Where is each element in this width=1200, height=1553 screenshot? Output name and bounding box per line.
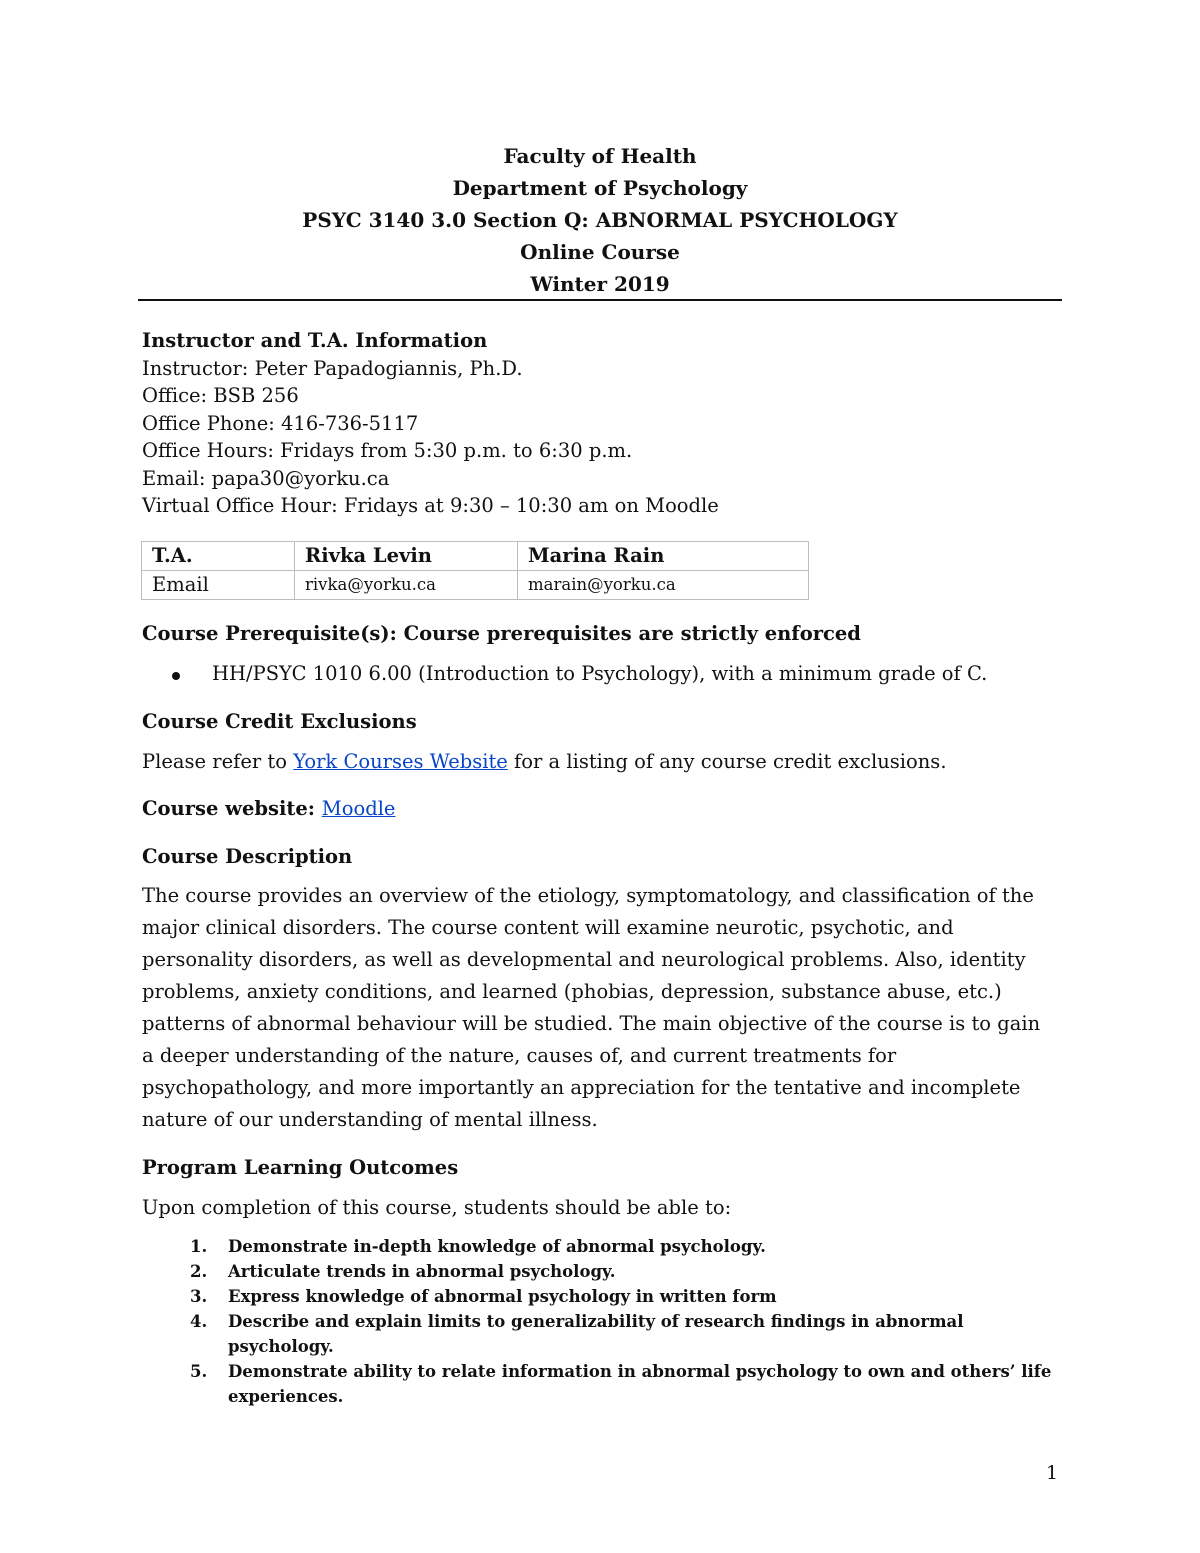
bullet-icon	[172, 672, 180, 680]
outcome-text: Describe and explain limits to generalizability of research findings in abnormal	[228, 1312, 964, 1331]
instructor-office: Office: BSB 256	[142, 384, 299, 407]
exclusions-text-after: for a listing of any course credit exclusions.	[507, 750, 947, 773]
outcomes-list	[142, 1234, 1062, 1409]
description-body	[142, 880, 1062, 1136]
table-row	[142, 571, 809, 600]
instructor-office-hours: Office Hours: Fridays from 5:30 p.m. to 6:30 p.m.	[142, 439, 633, 462]
table-row	[142, 542, 809, 571]
outcome-number: 1.	[190, 1237, 208, 1256]
header-divider	[138, 299, 1062, 301]
ta-table	[141, 541, 809, 600]
moodle-link[interactable]: Moodle	[321, 797, 396, 820]
description-line: major clinical disorders. The course content will examine neurotic, psychotic, and	[142, 916, 954, 939]
faculty-title: Faculty of Health	[503, 144, 697, 168]
york-courses-link[interactable]: York Courses Website	[293, 750, 508, 773]
department-title: Department of Psychology	[452, 176, 748, 200]
instructor-info	[142, 327, 719, 520]
description-line: psychopathology, and more importantly an appreciation for the tentative and incomplete	[142, 1076, 1021, 1099]
description-line: nature of our understanding of mental illness.	[142, 1108, 598, 1131]
website-label: Course website:	[142, 797, 322, 820]
outcome-text: Demonstrate ability to relate information in abnormal psychology to own and others’ life	[228, 1362, 1052, 1381]
course-format: Online Course	[520, 240, 680, 264]
outcome-text: Express knowledge of abnormal psychology in written form	[228, 1287, 777, 1306]
instructor-email: Email: papa30@yorku.ca	[142, 466, 390, 490]
outcome-number: 5.	[190, 1362, 208, 1381]
ta-name-1: Rivka Levin	[295, 542, 518, 571]
ta-name-2: Marina Rain	[518, 542, 809, 571]
instructor-name: Instructor: Peter Papadogiannis, Ph.D.	[142, 356, 523, 380]
description-line: problems, anxiety conditions, and learned (phobias, depression, substance abuse, etc.)	[142, 980, 1002, 1003]
outcome-text-continued: psychology.	[228, 1337, 334, 1356]
instructor-virtual-hours: Virtual Office Hour: Fridays at 9:30 – 10:30 am on Moodle	[142, 494, 719, 517]
outcome-number: 3.	[190, 1287, 208, 1306]
ta-email-2: marain@yorku.ca	[518, 571, 809, 600]
prereq-item: HH/PSYC 1010 6.00 (Introduction to Psychology), with a minimum grade of C.	[212, 662, 988, 685]
course-website	[142, 797, 395, 820]
outcome-text-continued: experiences.	[228, 1387, 344, 1406]
exclusions-heading: Course Credit Exclusions	[142, 710, 417, 733]
outcome-number: 4.	[190, 1312, 208, 1331]
prereq-heading: Course Prerequisite(s): Course prerequisites are strictly enforced	[142, 622, 861, 645]
outcomes-intro: Upon completion of this course, students should be able to:	[142, 1196, 732, 1219]
ta-email-1: rivka@yorku.ca	[295, 571, 518, 600]
description-line: patterns of abnormal behaviour will be studied. The main objective of the course is to gain	[142, 1012, 1041, 1035]
course-header	[138, 140, 1062, 300]
outcome-number: 2.	[190, 1262, 208, 1281]
list-item	[142, 1234, 1062, 1259]
page-number: 1	[1046, 1462, 1059, 1484]
ta-header-label: T.A.	[142, 542, 295, 571]
exclusions-text	[142, 750, 947, 773]
course-title: PSYC 3140 3.0 Section Q: ABNORMAL PSYCHOLOGY	[302, 208, 898, 232]
ta-email-label: Email	[142, 571, 295, 600]
outcomes-heading: Program Learning Outcomes	[142, 1156, 459, 1179]
list-item	[142, 1359, 1062, 1409]
exclusions-text-before: Please refer to	[142, 750, 294, 773]
description-line: a deeper understanding of the nature, causes of, and current treatments for	[142, 1044, 897, 1067]
instructor-phone: Office Phone: 416-736-5117	[142, 411, 419, 435]
outcome-text: Articulate trends in abnormal psychology.	[228, 1262, 616, 1281]
description-line: The course provides an overview of the etiology, symptomatology, and classification of the	[142, 884, 1034, 907]
list-item	[142, 1259, 1062, 1284]
description-line: personality disorders, as well as developmental and neurological problems. Also, identity	[142, 948, 1026, 971]
list-item	[142, 1284, 1062, 1309]
outcome-text: Demonstrate in-depth knowledge of abnormal psychology.	[228, 1237, 766, 1256]
description-heading: Course Description	[142, 845, 353, 868]
course-term: Winter 2019	[530, 272, 670, 296]
instructor-heading: Instructor and T.A. Information	[142, 329, 488, 352]
list-item	[142, 1309, 1062, 1359]
